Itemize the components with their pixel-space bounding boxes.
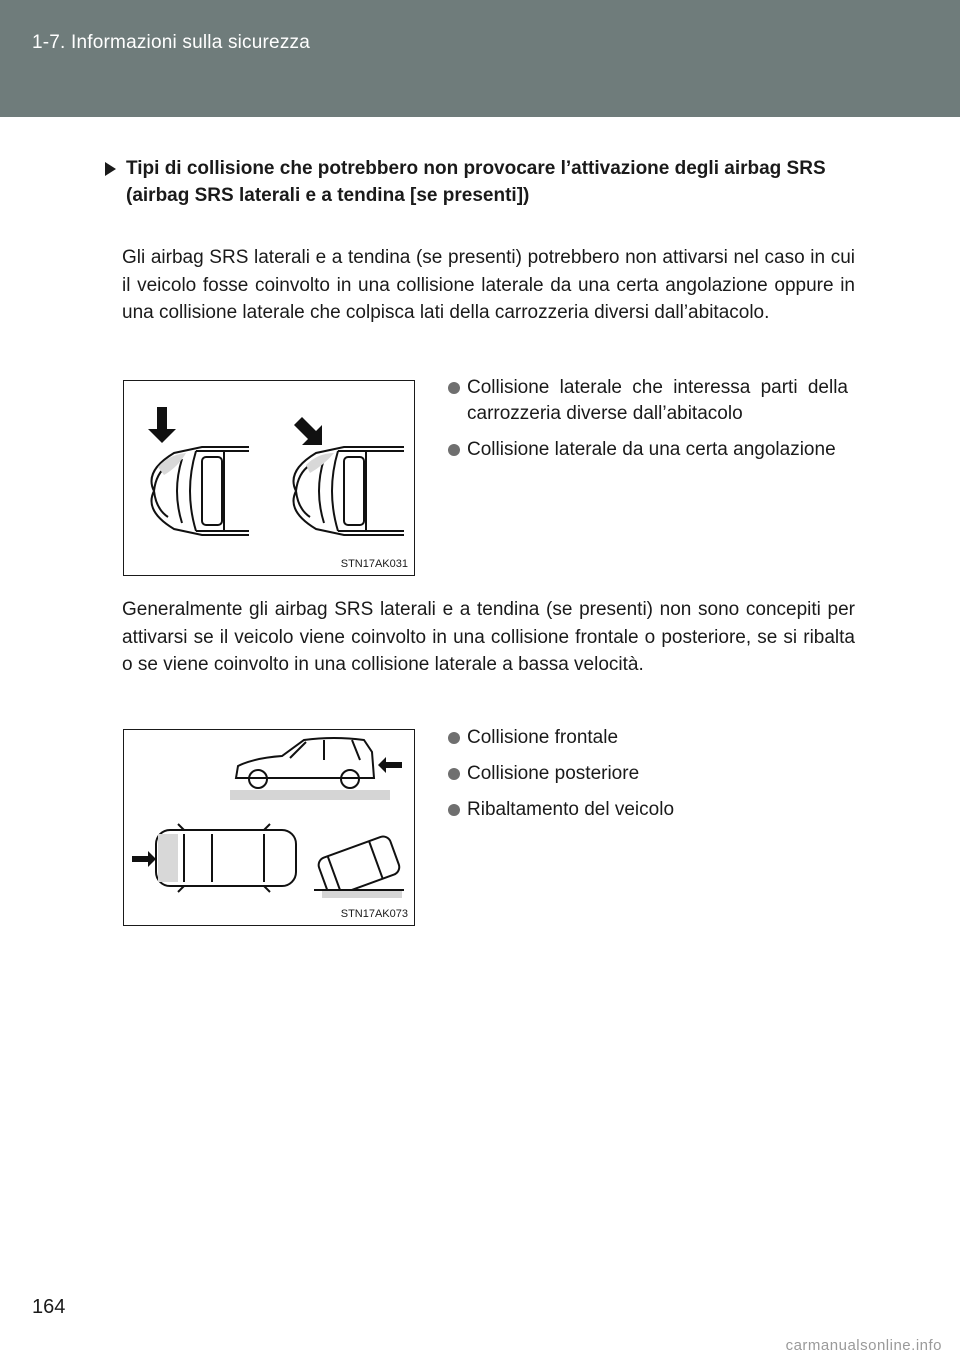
general-paragraph: Generalmente gli airbag SRS laterali e a tendina (se presenti) non sono concepiti per attivarsi se il veicolo viene coinvolto in una collisione frontale o posteriore, se si ribalta o se viene coinvolto in una collisione laterale a bassa velocità. [122, 599, 855, 675]
collision-types-illustration [124, 730, 414, 925]
section-heading [105, 155, 855, 209]
bullet-dot-icon [448, 768, 460, 780]
list-item: Ribaltamento del veicolo [448, 797, 848, 823]
side-collision-illustration [124, 381, 414, 575]
figure1-bullet-list [448, 375, 848, 473]
figure-code: STN17AK031 [340, 558, 408, 570]
bullet-dot-icon [448, 444, 460, 456]
page-header [0, 0, 960, 117]
bullet-dot-icon [448, 382, 460, 394]
figure2-bullet-list [448, 725, 848, 833]
bullet-dot-icon [448, 732, 460, 744]
triangle-bullet-icon [105, 162, 116, 176]
chapter-title: 1-7. Informazioni sulla sicurezza [32, 32, 310, 53]
list-item: Collisione laterale da una certa angolazione [448, 437, 848, 463]
non-deploy-collision-figure [123, 729, 415, 926]
figure-code: STN17AK073 [340, 908, 408, 920]
collision-types-section [105, 155, 855, 209]
heading-line-1: Tipi di collisione che potrebbero non provocare l’attivazione degli airbag SRS [126, 158, 826, 179]
side-collision-figure [123, 380, 415, 576]
list-item: Collisione laterale che interessa parti della carrozzeria diverse dall’abitacolo [448, 375, 848, 427]
bullet-dot-icon [448, 804, 460, 816]
page-number: 164 [32, 1296, 66, 1318]
intro-paragraph: Gli airbag SRS laterali e a tendina (se presenti) potrebbero non attivarsi nel caso in cui il veicolo fosse coinvolto in una collisione laterale da una certa angolazione oppure in una collisione laterale che colpisca lati della carrozzeria diversi dall’abitacolo. [122, 247, 855, 323]
heading-line-2: (airbag SRS laterali e a tendina [se presenti]) [126, 185, 530, 206]
list-item: Collisione posteriore [448, 761, 848, 787]
list-item: Collisione frontale [448, 725, 848, 751]
watermark: carmanualsonline.info [785, 1337, 942, 1354]
